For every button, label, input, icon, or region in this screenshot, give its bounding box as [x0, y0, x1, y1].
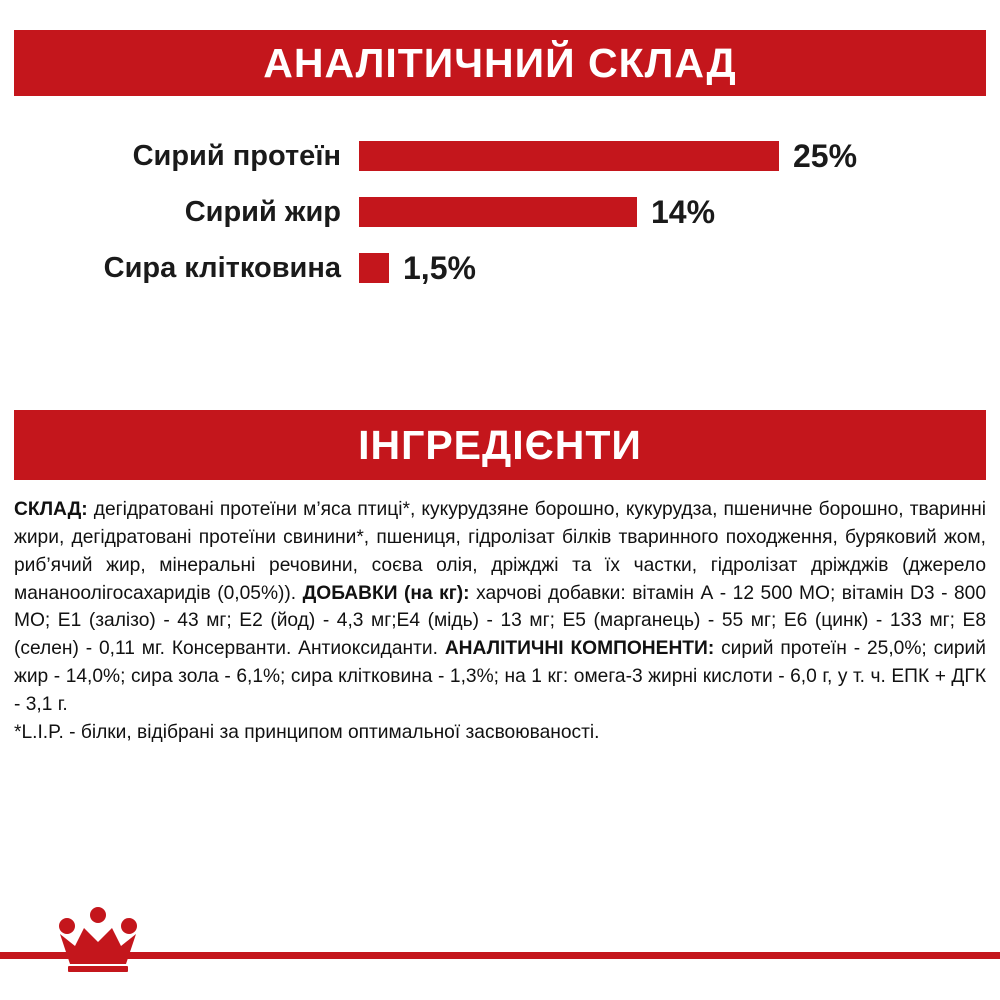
analytical-row — [14, 240, 986, 296]
analytical-composition-chart — [14, 128, 986, 296]
composition-label: СКЛАД: — [14, 499, 88, 520]
analytical-row-label: Сира клітковина — [103, 251, 341, 284]
analytical-row-value: 14% — [651, 193, 716, 230]
royal-canin-crown-logo — [52, 906, 144, 972]
ingredients-body — [14, 496, 986, 747]
analytical-row-bar — [359, 253, 389, 283]
analytical-row-bar — [359, 141, 779, 171]
analytical-composition-header: АНАЛІТИЧНИЙ СКЛАД — [14, 30, 986, 96]
analytical-row — [14, 128, 986, 184]
analytical-row-label: Сирий протеїн — [132, 139, 341, 172]
analytical-row-bar — [359, 197, 637, 227]
analytical-row-value: 1,5% — [403, 249, 476, 286]
analytical-row — [14, 184, 986, 240]
ingredients-paragraph — [14, 496, 986, 719]
composition-text: дегідратовані протеїни м’яса птиці*, кукурудзяне борошно, кукурудза, пшеничне борошно, тваринні жири, дегідратовані протеїни свинини*, пшениця, гідролізат білків тваринного походження, буряковий жом, риб’ячий жир, мінеральні речовини, соєва олія, дріжджі та їх частки, гідролізат дріжджів (джерело мананоолігосахаридів (0,05%)). — [14, 499, 986, 604]
analytical-row-value: 25% — [793, 137, 858, 174]
additives-text: харчові добавки: вітамін А - 12 500 МО; вітамін D3 - 800 МО; Е1 (залізо) - 43 мг; Е2 (йод) - 4,3 мг;Е4 (мідь) - 13 мг; Е5 (марганець) - 55 мг; Е6 (цинк) - 133 мг; Е8 (селен) - 0,11 мг. Консерванти. Антиоксиданти. — [14, 582, 987, 660]
ingredients-header: ІНГРЕДІЄНТИ — [14, 410, 986, 480]
analytical-row-label: Сирий жир — [184, 195, 341, 228]
ingredients-footnote: *L.I.P. - білки, відібрані за принципом оптимальної засвоюваності. — [14, 721, 600, 743]
analytical-components-text: сирий протеїн - 25,0%; сирий жир - 14,0%; сира зола - 6,1%; сира клітковина - 1,3%; на 1 кг: омега-3 жирні кислоти - 6,0 г, у т. ч. ЕПК + ДГК - 3,1 г. — [14, 638, 986, 715]
analytical-components-label: АНАЛІТИЧНІ КОМПОНЕНТИ: — [444, 638, 715, 660]
additives-label: ДОБАВКИ (на кг): — [302, 582, 470, 604]
bottom-divider — [0, 952, 1000, 959]
